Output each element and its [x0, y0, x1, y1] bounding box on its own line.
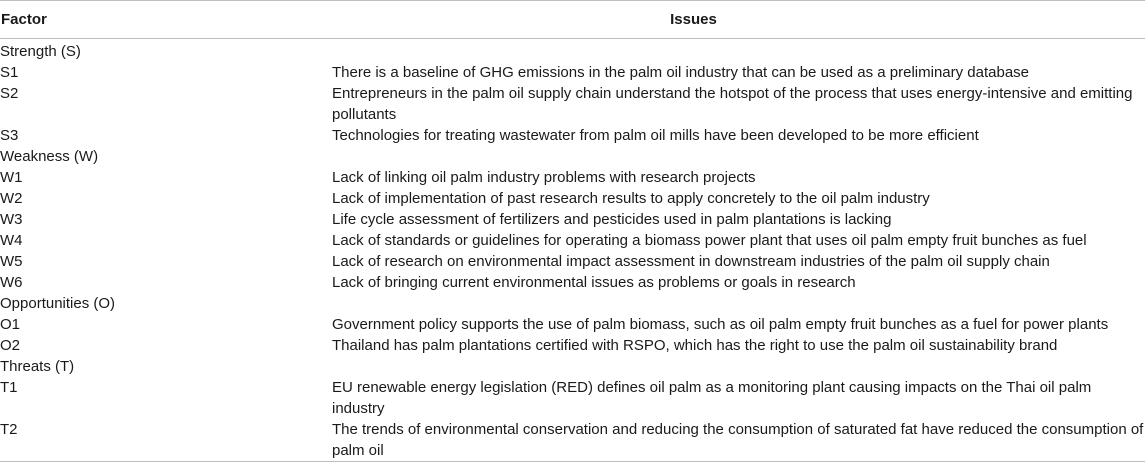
- table-row: [0, 188, 1145, 209]
- group-label: Weakness (W): [0, 148, 99, 165]
- table-row: [0, 419, 1145, 462]
- issue-text: Thailand has palm plantations certified with RSPO, which has the right to use the palm oil sustainability brand: [332, 337, 1058, 354]
- table-header: [0, 1, 1145, 39]
- issue-text: Government policy supports the use of palm biomass, such as oil palm empty fruit bunches as a fuel for power plants: [332, 316, 1109, 333]
- factor-code: O2: [0, 337, 21, 354]
- factor-code: W4: [0, 232, 23, 249]
- group-label: Threats (T): [0, 358, 75, 375]
- issue-text: There is a baseline of GHG emissions in the palm oil industry that can be used as a preliminary database: [332, 64, 1030, 81]
- table-row: [0, 335, 1145, 356]
- issues-column-header: Issues: [332, 1, 1145, 39]
- group-row-weakness: [0, 146, 1145, 167]
- table-row: [0, 62, 1145, 83]
- table-row: [0, 377, 1145, 419]
- issue-text: Technologies for treating wastewater from palm oil mills have been developed to be more efficient: [332, 127, 979, 144]
- issue-text: Entrepreneurs in the palm oil supply chain understand the hotspot of the process that uses energy-intensive and emitting pollutants: [332, 85, 1133, 123]
- group-label: Strength (S): [0, 43, 81, 60]
- table-body: [0, 39, 1145, 462]
- factor-code: T1: [0, 379, 18, 396]
- issue-text: Life cycle assessment of fertilizers and pesticides used in palm plantations is lacking: [332, 211, 892, 228]
- issue-text: Lack of research on environmental impact assessment in downstream industries of the palm oil supply chain: [332, 253, 1050, 270]
- factor-code: S2: [0, 85, 19, 102]
- table-row: [0, 125, 1145, 146]
- factor-code: W2: [0, 190, 23, 207]
- table-row: [0, 83, 1145, 125]
- group-row-opportunities: [0, 293, 1145, 314]
- group-label: Opportunities (O): [0, 295, 116, 312]
- table-row: [0, 272, 1145, 293]
- factor-column-header: Factor: [0, 1, 332, 39]
- factor-code: O1: [0, 316, 21, 333]
- table-row: [0, 314, 1145, 335]
- table-row: [0, 230, 1145, 251]
- table-row: [0, 251, 1145, 272]
- factor-code: W3: [0, 211, 23, 228]
- table-row: [0, 167, 1145, 188]
- header-row: [0, 1, 1145, 39]
- factor-code: W5: [0, 253, 23, 270]
- issue-text: Lack of implementation of past research results to apply concretely to the oil palm industry: [332, 190, 930, 207]
- factor-code: S1: [0, 64, 19, 81]
- factor-code: T2: [0, 419, 332, 462]
- factor-code: W6: [0, 274, 23, 291]
- factor-code: S3: [0, 127, 19, 144]
- issue-text: Lack of linking oil palm industry problems with research projects: [332, 169, 756, 186]
- factor-code: W1: [0, 169, 23, 186]
- issue-text: EU renewable energy legislation (RED) defines oil palm as a monitoring plant causing impacts on the Thai oil palm industry: [332, 379, 1092, 417]
- issue-text: The trends of environmental conservation and reducing the consumption of saturated fat have reduced the consumption of palm oil: [332, 419, 1145, 462]
- issue-text: Lack of standards or guidelines for operating a biomass power plant that uses oil palm empty fruit bunches as fuel: [332, 232, 1087, 249]
- group-row-strength: [0, 39, 1145, 63]
- issue-text: Lack of bringing current environmental issues as problems or goals in research: [332, 274, 856, 291]
- group-row-threats: [0, 356, 1145, 377]
- table-row: [0, 209, 1145, 230]
